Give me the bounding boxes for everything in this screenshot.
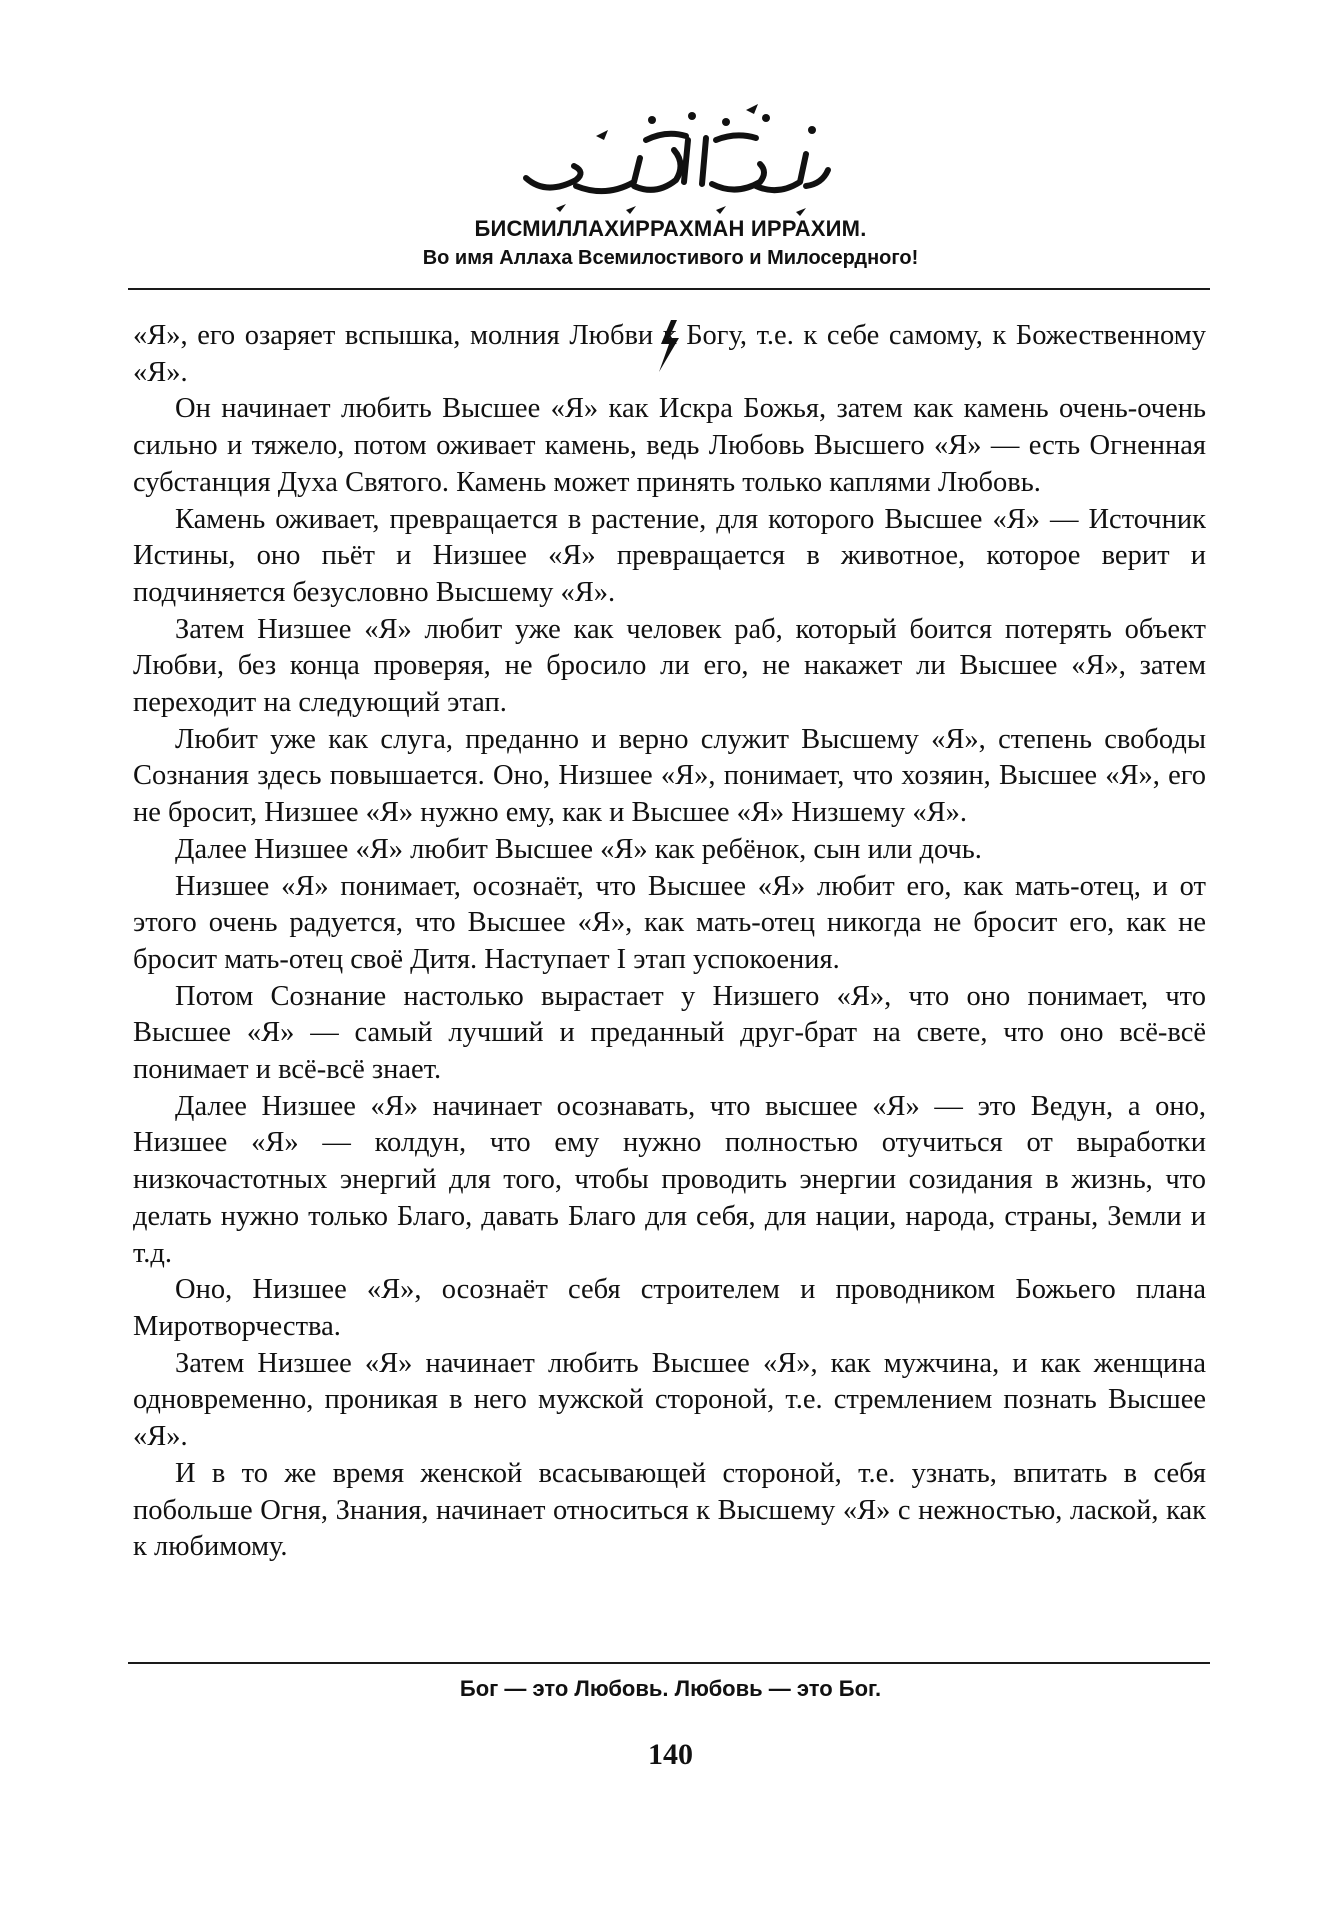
paragraph: Затем Низшее «Я» начинает любить Высшее «Я», как мужчина, и как женщина одновременно, проникая в него мужской стороной, т.е. стремлением познать Высшее «Я». — [133, 1347, 1206, 1453]
paragraph: «Я», его озаряет вспышка, молния Любви к Богу, т.е. к себе самому, к Божественному «Я». — [133, 320, 1206, 388]
paragraph: Далее Низшее «Я» любит Высшее «Я» как ребёнок, сын или дочь. — [175, 833, 982, 865]
top-divider — [128, 288, 1210, 290]
header-title: БИСМИЛЛАХИРРАХМАН ИРРАХИМ. — [474, 216, 867, 241]
paragraph: Любит уже как слуга, преданно и верно служит Высшему «Я», степень свободы Сознания здесь повышается. Оно, Низшее «Я», понимает, что хозяин, Высшее «Я», его не бросит, Низшее «Я» нужно ему, как и Высшее «Я» Низшему «Я». — [133, 723, 1206, 829]
arabic-calligraphy-icon — [516, 100, 836, 220]
footer-motto: Бог — это Любовь. Любовь — это Бог. — [459, 1676, 882, 1701]
paragraph: Потом Сознание настолько вырастает у Низшего «Я», что оно понимает, что Высшее «Я» — самый лучший и преданный друг-брат на свете, что оно всё-всё понимает и всё-всё знает. — [133, 980, 1206, 1086]
page-header — [0, 0, 1341, 300]
paragraph: Затем Низшее «Я» любит уже как человек раб, который боится потерять объект Любви, без конца проверяя, не бросило ли его, не накажет ли Высшее «Я», затем переходит на следующий этап. — [133, 613, 1206, 719]
header-subtitle: Во имя Аллаха Всемилостивого и Милосердного! — [422, 247, 919, 269]
page-number: 140 — [648, 1738, 693, 1771]
paragraph: Он начинает любить Высшее «Я» как Искра Божья, затем как камень очень-очень сильно и тяжело, потом оживает камень, ведь Любовь Высшего «Я» — есть Огненная субстанция Духа Святого. Камень может принять только каплями Любовь. — [133, 393, 1206, 498]
paragraph: И в то же время женской всасывающей стороной, т.е. узнать, впитать в себя побольше Огня, Знания, начинает относиться к Высшему «Я» с нежностью, лаской, как к любимому. — [133, 1457, 1206, 1563]
bottom-divider — [128, 1662, 1210, 1664]
paragraph: Далее Низшее «Я» начинает осознавать, что высшее «Я» — это Ведун, а оно, Низшее «Я» — колдун, что ему нужно полностью отучиться от выработки низкочастотных энергий для того, чтобы проводить энергии созидания в жизнь, что делать нужно только Благо, давать Благо для себя, для нации, народа, страны, Земли и т.д. — [133, 1090, 1206, 1269]
paragraph: Камень оживает, превращается в растение, для которого Высшее «Я» — Источник Истины, оно пьёт и Низшее «Я» превращается в животное, которое верит и подчиняется безусловно Высшему «Я». — [133, 503, 1206, 608]
paragraph: Низшее «Я» понимает, осознаёт, что Высшее «Я» любит его, как мать-отец, и от этого очень радуется, что Высшее «Я», как мать-отец никогда не бросит его, как не бросит мать-отец своё Дитя. Наступает I этап успокоения. — [133, 870, 1206, 975]
body-text — [133, 318, 1206, 1566]
paragraph: Оно, Низшее «Я», осознаёт себя строителем и проводником Божьего плана Миротворчества. — [133, 1274, 1206, 1342]
